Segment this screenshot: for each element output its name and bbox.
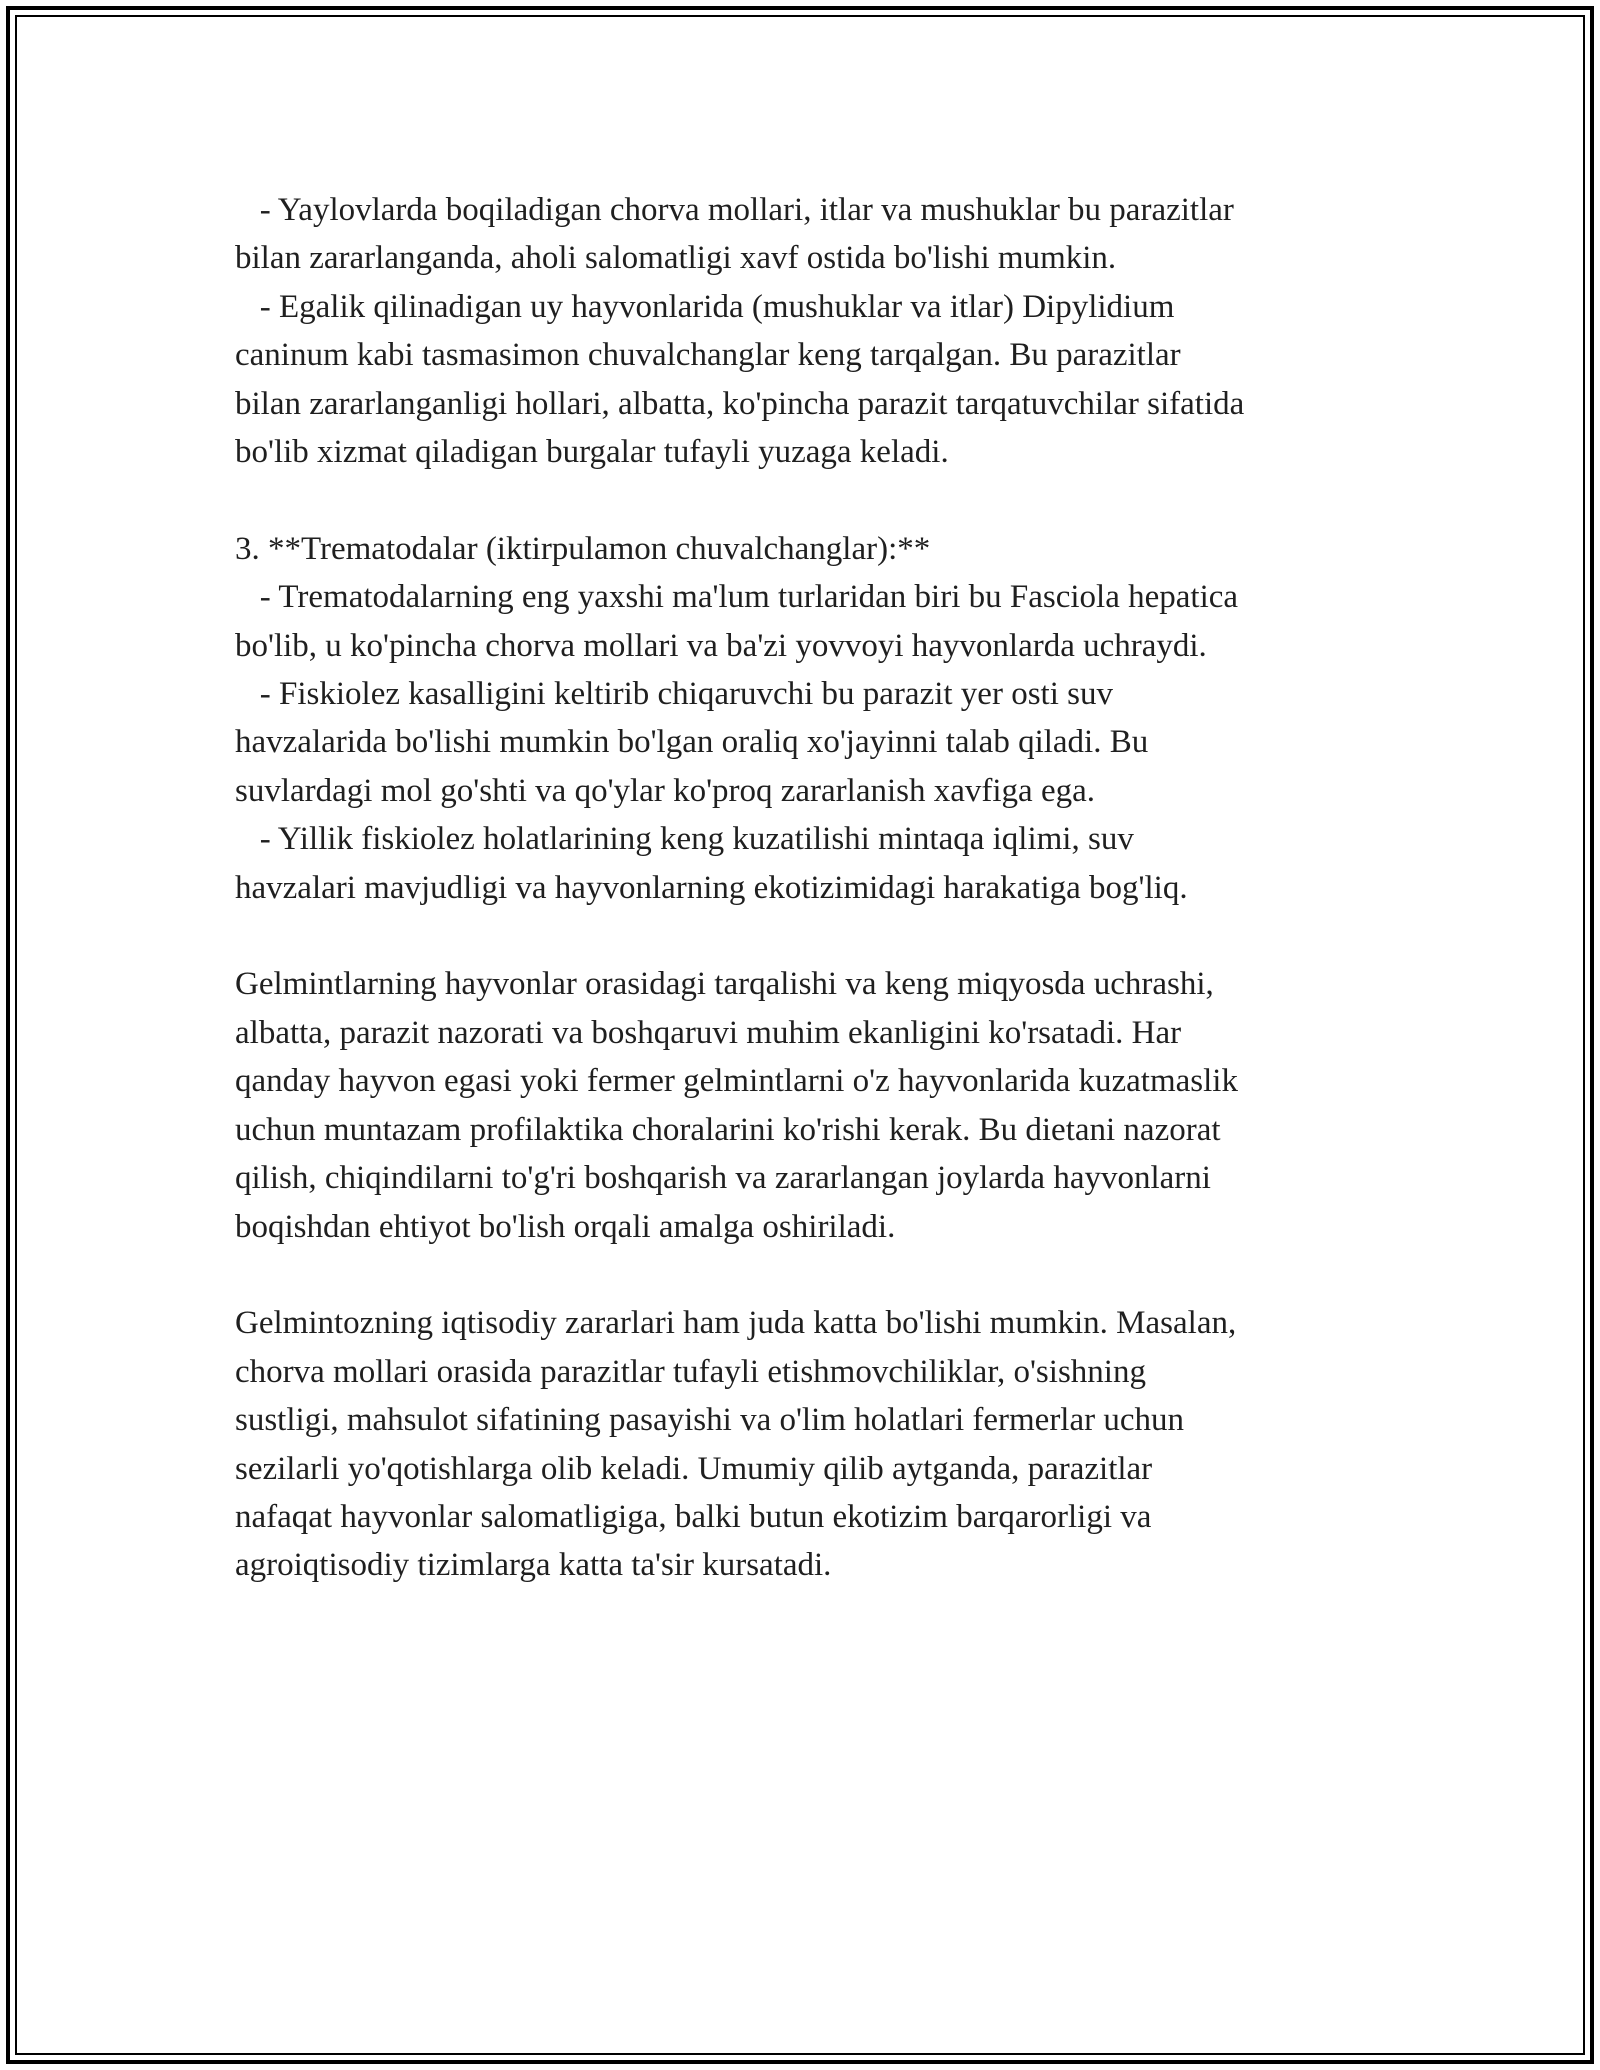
- document-body: [235, 186, 1365, 1590]
- text-line: - Fiskiolez kasalligini keltirib chiqaruvchi bu parazit yer osti suv: [235, 676, 1113, 713]
- text-line: bilan zararlanganligi hollari, albatta, ko'pincha parazit tarqatuvchilar sifatida: [235, 385, 1245, 422]
- text-line: bo'lib, u ko'pincha chorva mollari va ba'zi yovvoyi hayvonlarda uchraydi.: [235, 627, 1207, 664]
- section-cestode-pets: [235, 186, 1365, 476]
- text-line: - Egalik qilinadigan uy hayvonlarida (mushuklar va itlar) Dipylidium: [235, 288, 1175, 325]
- text-line: Gelmintlarning hayvonlar orasidagi tarqalishi va keng miqyosda uchrashi,: [235, 966, 1214, 1003]
- text-line: - Yillik fiskiolez holatlarining keng kuzatilishi mintaqa iqlimi, suv: [235, 821, 1134, 858]
- section-economic-losses: [235, 1299, 1365, 1589]
- paragraph-gap: [235, 912, 1365, 960]
- text-line: uchun muntazam profilaktika choralarini ko'rishi kerak. Bu dietani nazorat: [235, 1111, 1221, 1148]
- text-line: havzalarida bo'lishi mumkin bo'lgan oraliq xo'jayinni talab qiladi. Bu: [235, 724, 1149, 761]
- text-line: agroiqtisodiy tizimlarga katta ta'sir kursatadi.: [235, 1547, 832, 1584]
- text-line: nafaqat hayvonlar salomatligiga, balki butun ekotizim barqarorligi va: [235, 1498, 1152, 1535]
- text-line: sezilarli yo'qotishlarga olib keladi. Umumiy qilib aytganda, parazitlar: [235, 1450, 1153, 1487]
- section-heading: 3. **Trematodalar (iktirpulamon chuvalchanglar):**: [235, 530, 931, 567]
- text-line: - Trematodalarning eng yaxshi ma'lum turlaridan biri bu Fasciola hepatica: [235, 579, 1239, 616]
- section-parasite-control: [235, 960, 1365, 1250]
- text-line: sustligi, mahsulot sifatining pasayishi va o'lim holatlari fermerlar uchun: [235, 1402, 1185, 1439]
- text-line: Gelmintozning iqtisodiy zararlari ham juda katta bo'lishi mumkin. Masalan,: [235, 1305, 1237, 1342]
- text-line: bilan zararlanganda, aholi salomatligi xavf ostida bo'lishi mumkin.: [235, 240, 1117, 277]
- text-line: suvlardagi mol go'shti va qo'ylar ko'proq zararlanish xavfiga ega.: [235, 772, 1095, 809]
- text-line: boqishdan ehtiyot bo'lish orqali amalga oshiriladi.: [235, 1208, 896, 1245]
- text-line: - Yaylovlarda boqiladigan chorva mollari, itlar va mushuklar bu parazitlar: [235, 192, 1234, 228]
- paragraph-gap: [235, 476, 1365, 524]
- text-line: chorva mollari orasida parazitlar tufayli etishmovchiliklar, o'sishning: [235, 1353, 1146, 1390]
- text-line: havzalari mavjudligi va hayvonlarning ekotizimidagi harakatiga bog'liq.: [235, 869, 1188, 906]
- text-line: bo'lib xizmat qiladigan burgalar tufayli yuzaga keladi.: [235, 434, 949, 471]
- text-line: albatta, parazit nazorati va boshqaruvi muhim ekanligini ko'rsatadi. Har: [235, 1014, 1182, 1051]
- text-line: caninum kabi tasmasimon chuvalchanglar keng tarqalgan. Bu parazitlar: [235, 337, 1181, 374]
- section-trematodes: [235, 525, 1365, 912]
- paragraph-gap: [235, 1251, 1365, 1299]
- text-line: qilish, chiqindilarni to'g'ri boshqarish va zararlangan joylarda hayvonlarni: [235, 1160, 1211, 1197]
- text-line: qanday hayvon egasi yoki fermer gelmintlarni o'z hayvonlarida kuzatmaslik: [235, 1063, 1238, 1100]
